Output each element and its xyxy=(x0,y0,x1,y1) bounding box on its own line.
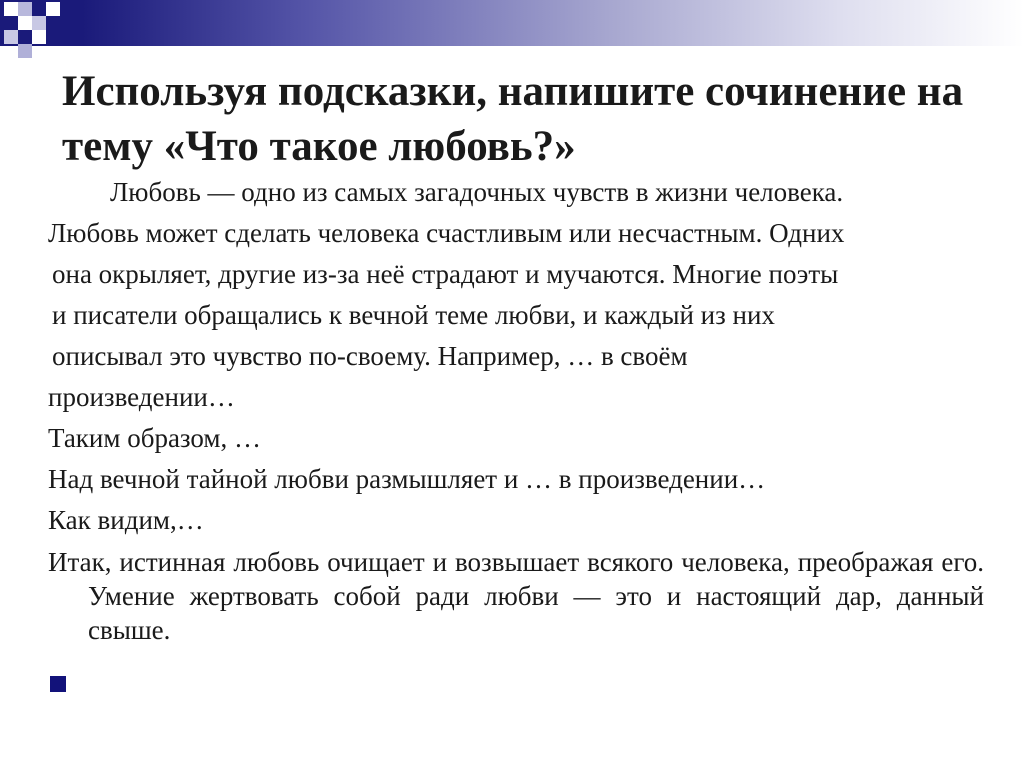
decor-square xyxy=(4,30,18,44)
decor-square xyxy=(46,2,60,16)
text-line: Таким образом, … xyxy=(48,423,262,453)
decor-square xyxy=(18,44,32,58)
text-line: Любовь может сделать человека счастливым или несчастным. Одних xyxy=(48,218,845,248)
slide-title: Используя подсказки, напишите сочинение на тему «Что такое любовь?» xyxy=(62,68,964,170)
decor-square xyxy=(32,16,46,30)
header-gradient-band xyxy=(0,0,1024,46)
decor-square xyxy=(18,16,32,30)
text-line: произведении… xyxy=(48,382,235,412)
text-line: и писатели обращались к вечной теме любви, и каждый из них xyxy=(52,300,775,330)
text-line: Как видим,… xyxy=(48,505,204,535)
text-line: описывал это чувство по-своему. Например, … в своём xyxy=(52,341,688,371)
text-line: она окрыляет, другие из-за неё страдают и мучаются. Многие поэты xyxy=(52,259,839,289)
text-line: Над вечной тайной любви размышляет и … в произведении… xyxy=(48,464,766,494)
decor-square xyxy=(18,2,32,16)
decor-square xyxy=(4,2,18,16)
text-line: Любовь — одно из самых загадочных чувств в жизни человека. xyxy=(110,177,844,207)
decor-square xyxy=(32,30,46,44)
corner-squares-decoration xyxy=(0,0,80,62)
slide-body xyxy=(44,172,989,647)
empty-bullet-square-icon xyxy=(50,676,66,692)
conclusion-paragraph: Итак, истинная любовь очищает и возвышает всякого человека, преображая его. Умение жертвовать собой ради любви — это и настоящий дар, данный свыше. xyxy=(48,547,984,645)
